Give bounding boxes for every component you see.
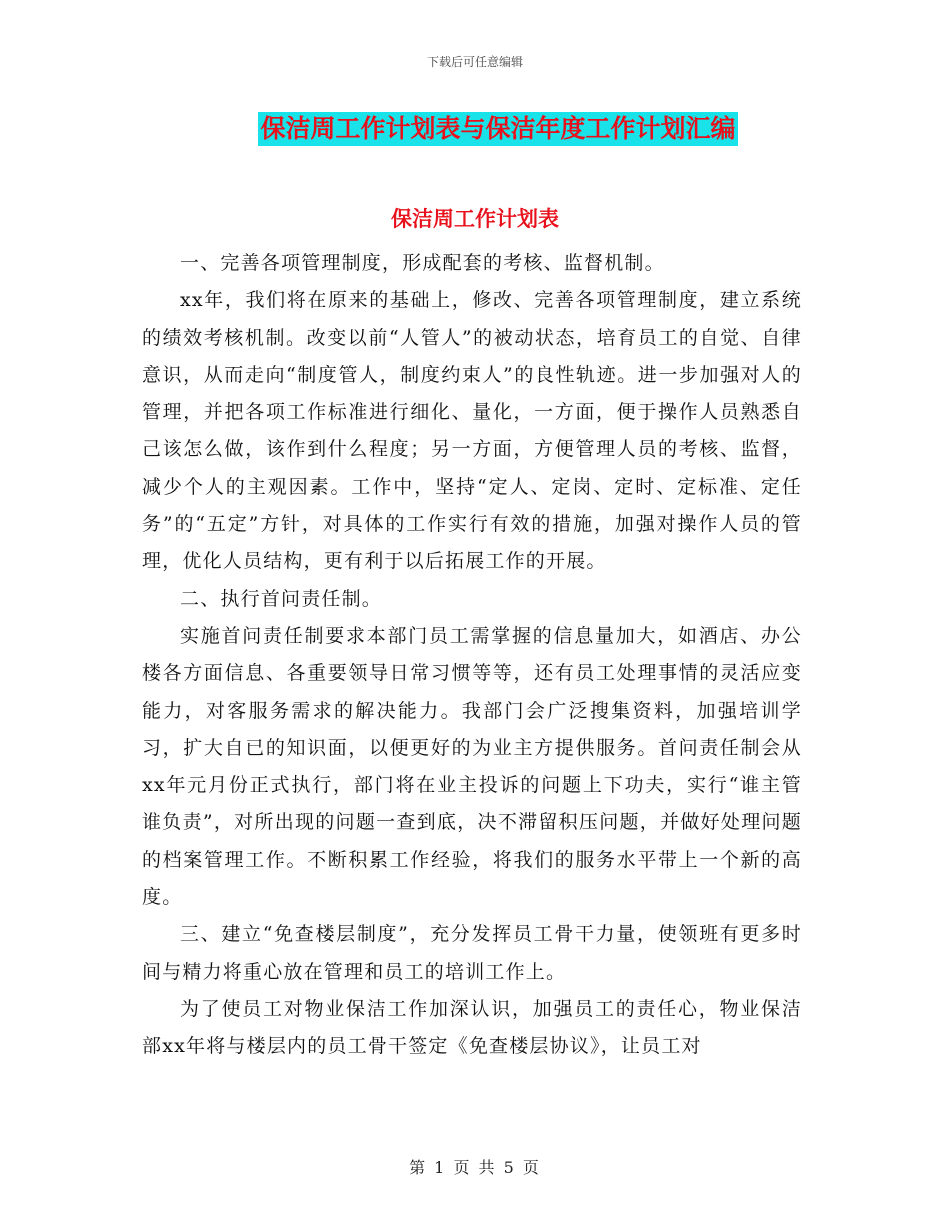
paragraph: 为了使员工对物业保洁工作加深认识，加强员工的责任心，物业保洁部xx年将与楼层内的员工骨干签定《免查楼层协议》，让员工对	[142, 997, 802, 1058]
paragraph-heading-3: 三、建立“免查楼层制度”，充分发挥员工骨干力量，使领班有更多时间与精力将重心放在管理和员工的培训工作上。	[142, 923, 802, 983]
document-body	[142, 245, 802, 1066]
header-note: 下载后可任意编辑	[426, 55, 523, 69]
section-title: 保洁周工作计划表	[391, 207, 559, 231]
main-title-wrap	[0, 112, 950, 146]
paragraph: 实施首问责任制要求本部门员工需掌握的信息量加大，如酒店、办公楼各方面信息、各重要领导日常习惯等等，还有员工处理事情的灵活应变能力，对客服务需求的解决能力。我部门会广泛搜集资料，加强培训学习，扩大自已的知识面，以便更好的为业主方提供服务。首问责任制会从xx年元月份正式执行，部门将在业主投诉的问题上下功夫，实行“谁主管谁负责”，对所出现的问题一查到底，决不滞留积压问题，并做好处理问题的档案管理工作。不断积累工作经验，将我们的服务水平带上一个新的高度。	[142, 624, 802, 909]
page-footer: 第 1 页 共 5 页	[409, 1158, 541, 1177]
paragraph-heading-1: 一、完善各项管理制度，形成配套的考核、监督机制。	[180, 252, 665, 274]
paragraph-heading-2: 二、执行首问责任制。	[180, 587, 383, 610]
paragraph: xx年，我们将在原来的基础上，修改、完善各项管理制度，建立系统的绩效考核机制。改变以前“人管人”的被动状态，培育员工的自觉、自律意识，从而走向“制度管人，制度约束人”的良性轨迹。进一步加强对人的管理，并把各项工作标准进行细化、量化，一方面，便于操作人员熟悉自己该怎么做，该作到什么程度；另一方面，方便管理人员的考核、监督，减少个人的主观因素。工作中，坚持“定人、定岗、定时、定标准、定任务”的“五定”方针，对具体的工作实行有效的措施，加强对操作人员的管理，优化人员结构，更有利于以后拓展工作的开展。	[142, 289, 802, 573]
main-title: 保洁周工作计划表与保洁年度工作计划汇编	[258, 112, 737, 146]
